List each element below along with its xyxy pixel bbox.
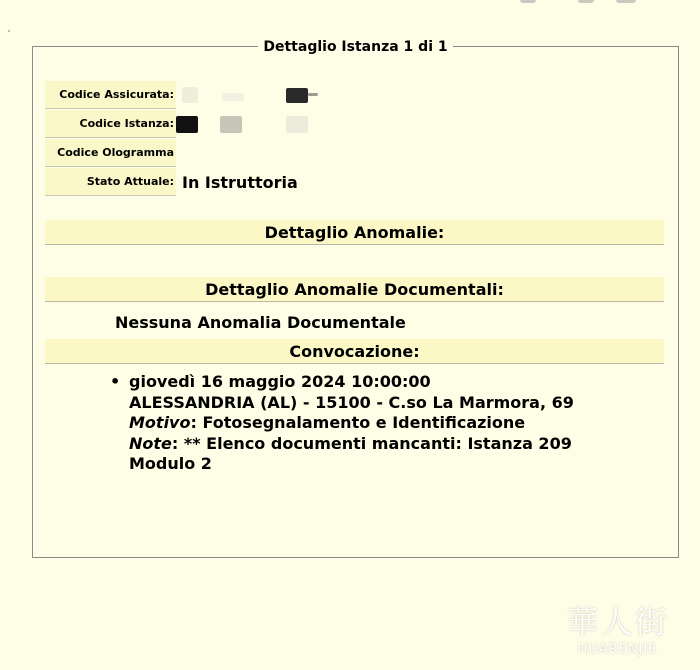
convocazione-list	[110, 372, 579, 475]
list-item	[110, 372, 579, 475]
convocazione-datetime: giovedì 16 maggio 2024 10:00:00	[129, 372, 431, 391]
motivo-value: : Fotosegnalamento e Identificazione	[190, 413, 526, 432]
stato-attuale-value: In Istruttoria	[182, 173, 298, 192]
panel-legend	[33, 38, 678, 56]
field-label: Codice Istanza:	[45, 110, 176, 138]
section-header-anomalie: Dettaglio Anomalie:	[45, 220, 664, 245]
istanza-detail-panel	[32, 39, 679, 558]
section-header-convocazione: Convocazione:	[45, 339, 664, 364]
motivo-label: Motivo	[129, 413, 191, 432]
convocazione-note	[129, 434, 579, 475]
field-label: Codice Assicurata:	[45, 81, 176, 109]
field-label: Stato Attuale:	[45, 168, 176, 196]
anomalie-documentali-text: Nessuna Anomalia Documentale	[115, 313, 406, 332]
field-row-stato-attuale	[45, 168, 655, 196]
bullet-icon: •	[110, 372, 121, 391]
watermark-chinese: 華人街	[566, 603, 669, 641]
stray-dot	[8, 30, 10, 32]
field-row-codice-istanza	[45, 110, 655, 138]
convocazione-motivo	[129, 413, 579, 434]
field-label: Codice Ologramma	[45, 139, 176, 167]
note-label: Note	[129, 433, 172, 453]
watermark-latin: HUARENJIE	[577, 642, 658, 657]
field-row-codice-ologramma	[45, 139, 655, 167]
watermark-logo	[545, 602, 690, 662]
convocazione-address: ALESSANDRIA (AL) - 15100 - C.so La Marmora, 69	[129, 392, 574, 412]
top-scroll-indicator	[520, 0, 640, 4]
panel-legend-text: Dettaglio Istanza 1 di 1	[258, 39, 452, 55]
section-header-anomalie-documentali: Dettaglio Anomalie Documentali:	[45, 277, 664, 302]
note-value: : ** Elenco documenti mancanti: Istanza 209 Modulo 2	[129, 433, 572, 473]
field-row-codice-assicurata	[45, 81, 655, 109]
